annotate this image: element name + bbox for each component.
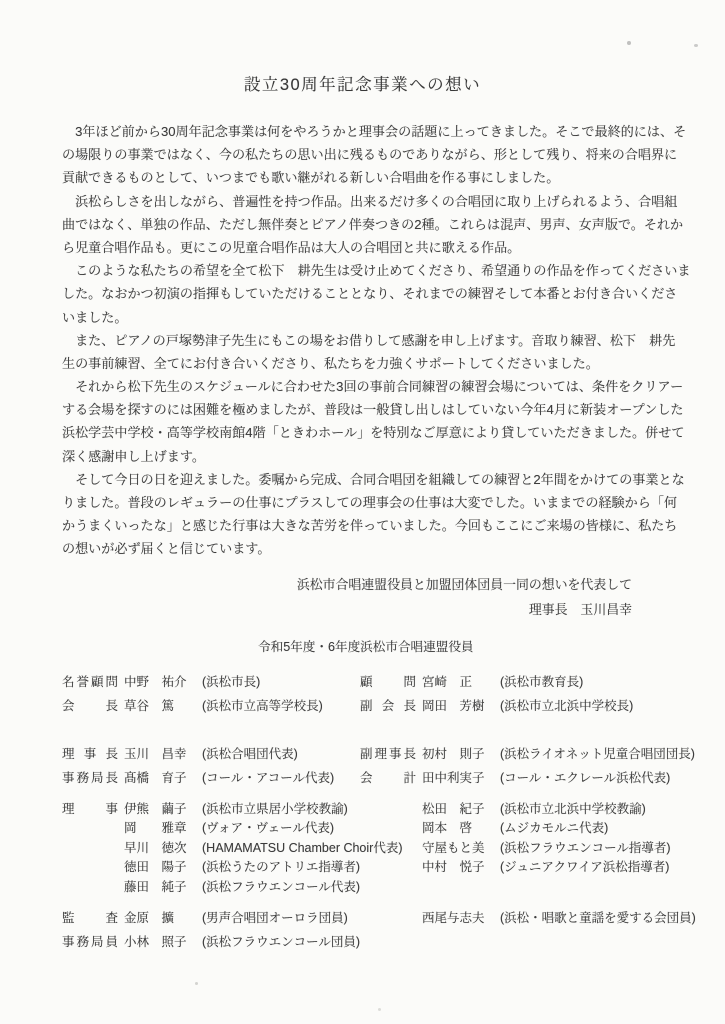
member-name: 松田 紀子 — [422, 801, 485, 816]
body-line: の場限りの事業ではなく、今の私たちの思い出に残るものでありながら、形として残り、将来の合唱界に — [62, 147, 678, 163]
body-line: りました。普段のレギュラーの仕事にプラスしての理事会の仕事は大変でした。いままでの経験から「何 — [62, 495, 678, 510]
member-org: (浜松フラウエンコール代表) — [202, 879, 361, 894]
member-name: 中野 祐介 — [124, 674, 187, 689]
member-org: (HAMAMATSU Chamber Choir代表) — [202, 840, 403, 855]
body-line: かうまくいったな」と感じた行事は大きな苦労を伴っていました。今回もここにご来場の皆様に、私たち — [62, 518, 678, 534]
document-body — [62, 120, 691, 561]
roster-col-left — [62, 800, 360, 820]
role-label — [360, 858, 416, 878]
member-org: (浜松フラウエンコール指導者) — [500, 840, 671, 855]
member-name: 岡本 啓 — [422, 821, 473, 836]
member-org: (浜松フラウエンコール団員) — [202, 935, 361, 950]
roster-col-right — [360, 878, 715, 898]
body-line: する会場を探すのには困難を極めましたが、普段は一般貸し出しはしていない今年4月に新装オープンした — [62, 402, 684, 418]
member-name: 田中利実子 — [422, 770, 485, 785]
roster-row — [62, 742, 715, 766]
roster-group — [62, 670, 715, 718]
roster-col-left — [62, 858, 360, 878]
roster-col-right — [360, 694, 715, 718]
roster-row — [62, 839, 715, 859]
roster-row — [62, 694, 715, 718]
body-line: それから松下先生のスケジュールに合わせた3回の事前合同練習の練習会場については、条件をクリアー — [62, 379, 684, 395]
role-label — [360, 800, 416, 820]
member-name: 岡 雅章 — [124, 821, 187, 836]
member-name: 藤田 純子 — [124, 879, 187, 894]
member-name: 徳田 陽子 — [124, 860, 187, 875]
body-line: このような私たちの希望を全て松下 耕先生は受け止めてくださり、希望通りの作品を作ってくださいま — [62, 263, 691, 279]
member-org: (浜松・唱歌と童謡を愛する会団員) — [500, 911, 696, 926]
body-line: 貢献できるものとして、いつまでも歌い継がれる新しい合唱曲を作る事にしました。 — [62, 170, 560, 186]
roster-col-left — [62, 930, 360, 954]
member-org: (浜松市長) — [202, 674, 261, 689]
member-name: 小林 照子 — [124, 935, 187, 950]
role-label: 事務局長 — [62, 770, 118, 785]
member-org: (浜松市立県居小学校教諭) — [202, 801, 348, 816]
roster-col-left — [62, 766, 360, 790]
roster-col-left — [62, 670, 360, 694]
closing-signature — [0, 572, 725, 622]
roster-col-left — [62, 819, 360, 839]
role-label: 名誉顧問 — [62, 674, 118, 689]
member-org: (ヴォア・ヴェール代表) — [202, 821, 335, 836]
roster-col-left — [62, 839, 403, 859]
member-org: (コール・アコール代表) — [202, 770, 335, 785]
roster-group — [62, 742, 715, 790]
member-name: 中村 悦子 — [422, 860, 485, 875]
closing-line: 浜松市合唱連盟役員と加盟団体団員一同の想いを代表して — [296, 576, 632, 592]
role-label: 理事長 — [62, 746, 118, 761]
body-line: また、ピアノの戸塚勢津子先生にもこの場をお借りして感謝を申し上げます。音取り練習、松下 耕先 — [62, 332, 676, 348]
member-org: (浜松市教育長) — [500, 674, 584, 689]
member-name: 草谷 篤 — [124, 698, 175, 713]
role-label: 副会長 — [360, 698, 416, 713]
member-org: (浜松市立高等学校長) — [202, 698, 323, 713]
scan-artifact-speck — [378, 1008, 381, 1011]
role-label — [62, 878, 118, 898]
role-label: 事務局員 — [62, 935, 118, 950]
roster-row — [62, 930, 715, 954]
member-org: (浜松ライオネット児童合唱団団長) — [500, 746, 695, 761]
roster-row — [62, 858, 715, 878]
body-line: 3年ほど前から30周年記念事業は何をやろうかと理事会の話題に上ってきました。そこで最終的には、そ — [62, 124, 687, 139]
member-org: (ジュニアクワイア浜松指導者) — [500, 860, 670, 875]
body-line: 生の事前練習、全てにお付き合いくださり、私たちを力強くサポートしてくださいました。 — [62, 355, 599, 371]
member-org: (ムジカモルニ代表) — [500, 821, 609, 836]
member-name: 岡田 芳樹 — [422, 698, 485, 713]
member-name: 初村 則子 — [422, 746, 485, 761]
member-name: 金原 擴 — [124, 911, 175, 926]
member-name: 玉川 昌幸 — [124, 746, 187, 761]
roster-col-right — [360, 800, 715, 820]
role-label: 監査 — [62, 911, 118, 926]
roster-col-left — [62, 694, 360, 718]
roster-row — [62, 819, 715, 839]
roster-row — [62, 670, 715, 694]
roster-group — [62, 800, 715, 898]
member-name: 伊熊 繭子 — [124, 801, 187, 816]
body-line: の想いが必ず届くと信じています。 — [62, 541, 271, 557]
member-org: (浜松合唱団代表) — [202, 746, 298, 761]
role-label: 会長 — [62, 698, 118, 713]
roster-col-right — [360, 906, 715, 930]
role-label — [360, 878, 416, 898]
role-label — [62, 839, 118, 859]
member-org: (浜松市立北浜中学校長) — [500, 698, 634, 713]
member-name — [422, 930, 494, 954]
body-line: いました。 — [62, 309, 128, 325]
role-label: 顧問 — [360, 674, 416, 689]
member-name: 守屋もと美 — [422, 840, 485, 855]
body-line: 浜松らしさを出しながら、普遍性を持つ作品。出来るだけ多くの合唱団に取り上げられるよう、合唱組 — [62, 193, 678, 209]
member-name: 宮崎 正 — [422, 674, 473, 689]
body-line: ら児童合唱作品も。更にこの児童合唱作品は大人の合唱団と共に歌える作品。 — [62, 239, 521, 255]
member-name: 早川 徳次 — [124, 840, 187, 855]
role-label: 副理事長 — [360, 746, 416, 761]
roster-group — [62, 906, 715, 954]
scan-artifact-speck — [694, 44, 698, 47]
body-line: 曲ではなく、単独の作品、ただし無伴奏とピアノ伴奏つきの2種。これらは混声、男声、女声版で。それか — [62, 216, 684, 232]
body-line: した。なおかつ初演の指揮もしていただけることとなり、それまでの練習そして本番とお付き合いくださ — [62, 286, 678, 302]
role-label — [360, 839, 416, 859]
roster-col-right — [360, 766, 715, 790]
member-name: 西尾与志夫 — [422, 911, 485, 926]
member-org: (コール・エクレール浜松代表) — [500, 770, 671, 785]
roster-col-right — [360, 819, 715, 839]
member-name — [422, 878, 494, 898]
roster-row — [62, 800, 715, 820]
role-label — [62, 819, 118, 839]
member-org: (浜松うたのアトリエ指導者) — [202, 860, 361, 875]
member-name: 髙橋 育子 — [124, 770, 187, 785]
roster-heading: 令和5年度・6年度浜松市合唱連盟役員 — [258, 639, 474, 654]
role-label: 会計 — [360, 770, 416, 785]
member-org: (浜松市立北浜中学校教諭) — [500, 801, 646, 816]
role-label — [360, 930, 416, 954]
roster-row — [62, 906, 715, 930]
scan-artifact-speck — [195, 982, 198, 985]
role-label — [360, 906, 416, 930]
body-line: 深く感謝申し上げます。 — [62, 448, 205, 464]
member-org: (男声合唱団オーロラ団員) — [202, 911, 348, 926]
roster-groups — [62, 670, 715, 955]
page-title: 設立30周年記念事業への想い — [243, 76, 482, 94]
roster-col-right — [360, 930, 715, 954]
roster-col-right — [360, 670, 715, 694]
roster-col-left — [62, 878, 360, 898]
role-label: 理事 — [62, 801, 118, 816]
scan-artifact-speck — [627, 41, 631, 45]
roster-col-right — [360, 742, 715, 766]
roster-col-right — [360, 839, 715, 859]
body-line: そして今日の日を迎えました。委嘱から完成、合同合唱団を組織しての練習と2年間をかけての事業とな — [62, 471, 685, 487]
roster-col-left — [62, 742, 360, 766]
closing-line-chairman: 理事長 玉川昌幸 — [528, 601, 632, 617]
role-label — [360, 819, 416, 839]
roster-col-left — [62, 906, 360, 930]
role-label — [62, 858, 118, 878]
roster-row — [62, 878, 715, 898]
body-line: 浜松学芸中学校・高等学校南館4階「ときわホール」を特別なご厚意により貸していただきました。併せて — [62, 425, 685, 441]
roster-col-right — [360, 858, 715, 878]
roster-row — [62, 766, 715, 790]
